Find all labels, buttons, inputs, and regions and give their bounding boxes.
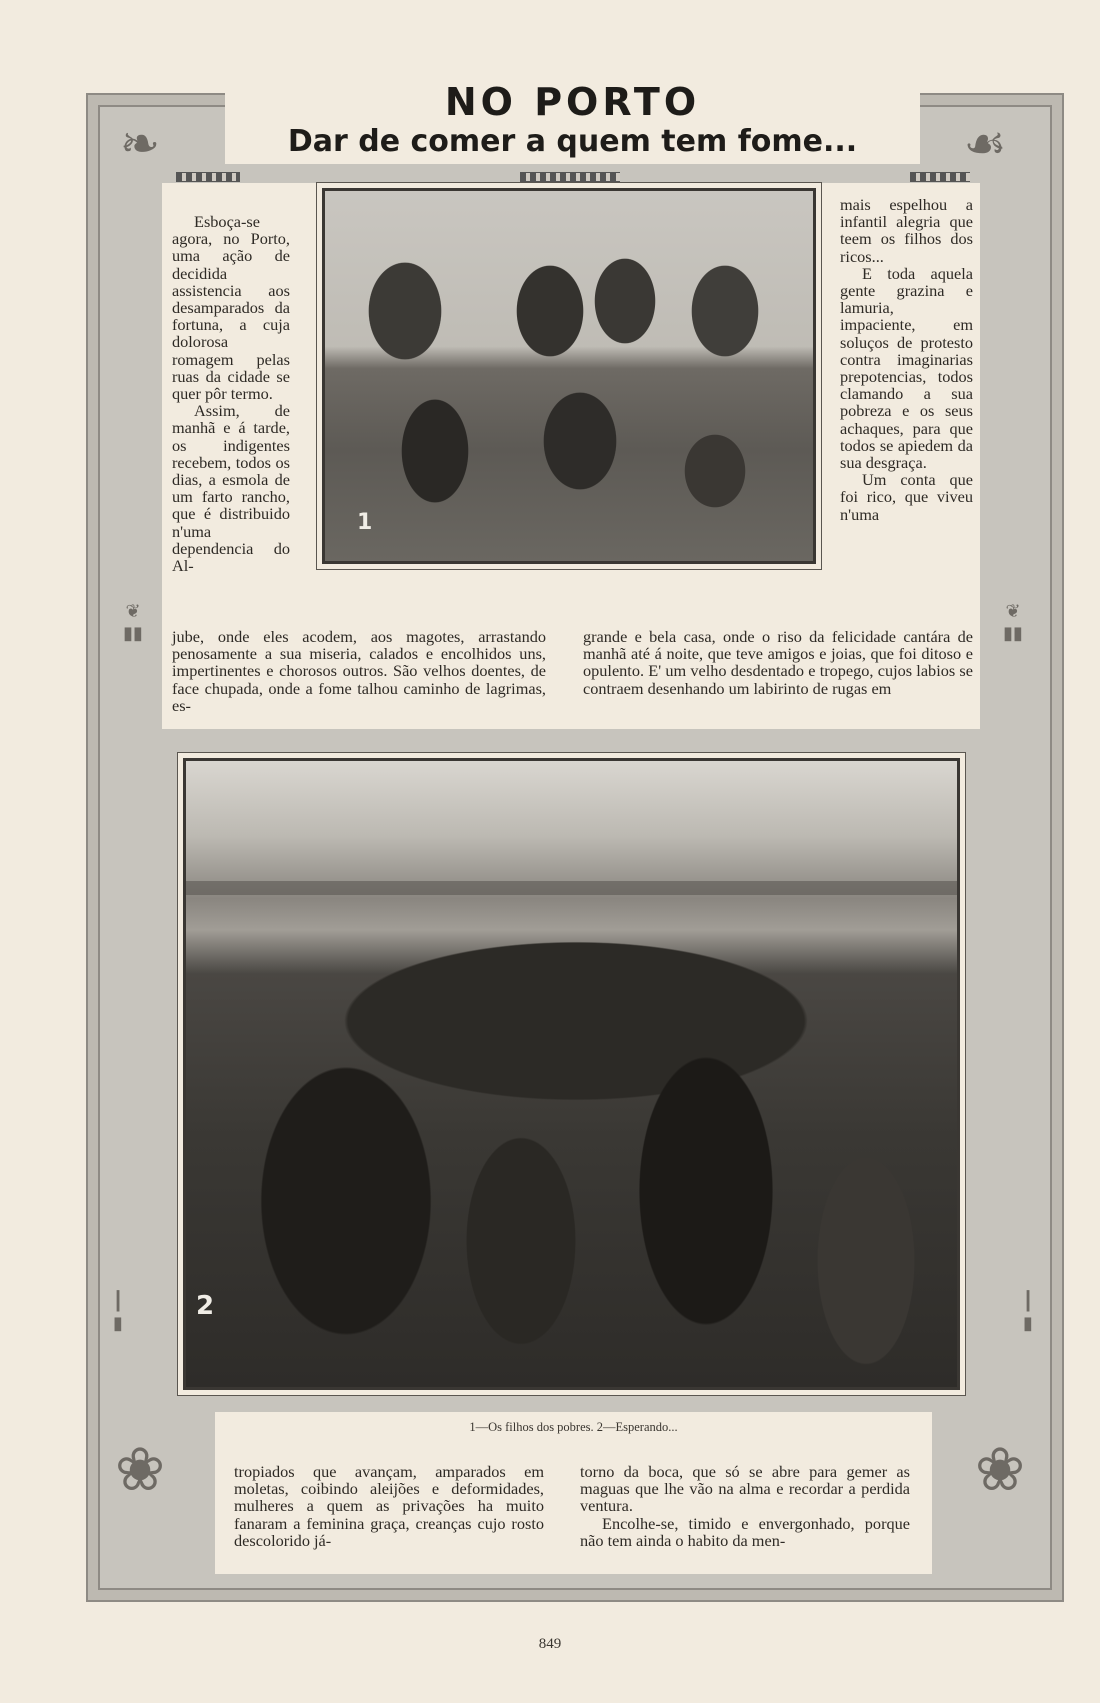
right-bottom-column xyxy=(583,628,973,697)
paragraph: tropiados que avançam, amparados em moletas, coibindo aleijões e deformidades, mulheres a quem as privações ha muito fanaram a feminina graça, creanças cujo rosto descolorido já- xyxy=(234,1462,544,1550)
photo-caption: 1—Os filhos dos pobres. 2—Esperando... xyxy=(469,1420,678,1434)
paragraph: E toda aquela gente grazina e lamuria, impaciente, em soluços de protesto contra imaginarias prepotencias, todos clamando a sua pobreza e os seus achaques, para que todos se apiedem da sua desgraça. xyxy=(840,263,973,473)
left-top-column xyxy=(172,213,290,574)
header-band-right xyxy=(910,172,970,182)
flourish-bottom-left-icon: ❀ xyxy=(114,1437,166,1503)
lower-right-column xyxy=(580,1463,910,1549)
photo-children xyxy=(322,188,816,564)
paragraph: grande e bela casa, onde o riso da felicidade cantára de manhã até á noite, que teve amigos e joias, que foi ditoso e opulento. E' um velho desdentado e tropego, cujos labios se contraem desenhando um labirinto de rugas em xyxy=(583,627,973,698)
photo-number: 1 xyxy=(357,510,373,535)
photo-number: 2 xyxy=(196,1291,215,1321)
photo-crowd xyxy=(183,758,960,1390)
paragraph: mais espelhou a infantil alegria que teem os filhos dos ricos... xyxy=(840,195,973,266)
paragraph: jube, onde eles acodem, aos magotes, arrastando penosamente a sua miseria, calados e encolhidos uns, impertinentes e chorosos outros. São velhos doentes, de face chupada, onde a fome talhou caminho de lagrimas, es- xyxy=(172,627,546,715)
flourish-top-left-icon: ❧ xyxy=(119,118,161,171)
fence xyxy=(186,881,957,895)
title-block xyxy=(225,80,920,164)
paragraph: Encolhe-se, timido e envergonhado, porque não tem ainda o habito da men- xyxy=(580,1513,910,1550)
right-top-column xyxy=(840,196,973,523)
flourish-bottom-right-icon: ❀ xyxy=(974,1437,1026,1503)
page-subtitle: Dar de comer a quem tem fome... xyxy=(287,124,858,159)
paragraph: torno da boca, que só se abre para gemer as maguas que lhe vão na alma e recordar a perdida ventura. xyxy=(580,1462,910,1516)
ornament-left-lower-icon: ┃ ▮ xyxy=(112,1291,124,1333)
page-number: 849 xyxy=(538,1636,562,1652)
ornament-right-lower-icon: ┃ ▮ xyxy=(1022,1291,1034,1333)
header-band-left xyxy=(176,172,240,182)
left-bottom-column xyxy=(172,628,546,714)
ornament-left-icon: ❦ ▮▮ xyxy=(123,601,143,643)
paragraph: Um conta que foi rico, que viveu n'uma xyxy=(840,470,973,524)
page-title: NO PORTO xyxy=(444,80,701,124)
flourish-top-right-icon: ☙ xyxy=(963,118,1007,171)
header-band-center xyxy=(520,172,620,182)
paragraph: Esboça-se agora, no Porto, uma ação de decidida assistencia aos desamparados da fortuna, a cuja dolorosa romagem pelas ruas da cidade se quer pôr termo. xyxy=(172,212,290,404)
paragraph: Assim, de manhã e á tarde, os indigentes recebem, todos os dias, a esmola de um farto rancho, que é distribuido n'uma dependencia do Al- xyxy=(172,401,290,576)
lower-left-column xyxy=(234,1463,544,1549)
ornament-right-icon: ❦ ▮▮ xyxy=(1003,601,1023,643)
